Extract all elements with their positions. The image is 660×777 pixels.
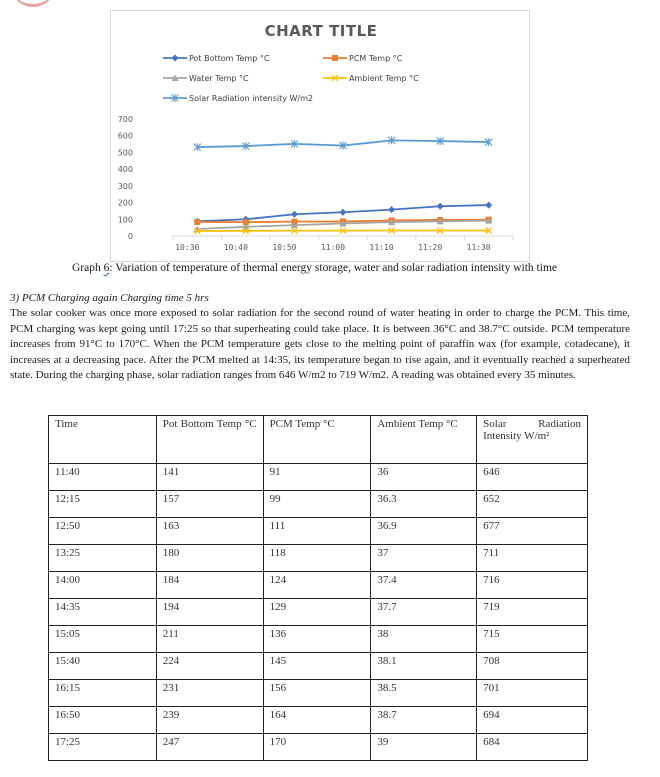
- cell-ambient-temp: 37.4: [371, 572, 477, 599]
- cell-ambient-temp: 38.1: [371, 653, 477, 680]
- x-tick-label: 10:50: [272, 243, 297, 252]
- cell-ambient-temp: 36.9: [371, 518, 477, 545]
- table-row: [49, 680, 588, 707]
- cell-solar-radiation: 694: [477, 707, 588, 734]
- cell-pot-bottom-temp: 211: [156, 626, 263, 653]
- cell-pot-bottom-temp: 180: [156, 545, 263, 572]
- cell-solar-radiation: 677: [477, 518, 588, 545]
- data-point: [194, 219, 200, 225]
- cell-pot-bottom-temp: 194: [156, 599, 263, 626]
- legend-label: Ambient Temp °C: [349, 74, 419, 83]
- y-tick-label: 100: [117, 215, 133, 225]
- table-header-row: [49, 416, 588, 464]
- table-row: [49, 599, 588, 626]
- x-tick-label: 11:30: [466, 243, 491, 252]
- caption-number: 6: [103, 262, 110, 274]
- cell-time: 15:40: [49, 653, 157, 680]
- y-tick-label: 500: [117, 148, 133, 158]
- cell-solar-radiation: 716: [477, 572, 588, 599]
- figure-caption: [72, 262, 557, 274]
- cell-time: 13:25: [49, 545, 157, 572]
- cell-ambient-temp: 37.7: [371, 599, 477, 626]
- x-tick-label: 11:00: [320, 243, 346, 252]
- header-pcm-temp: PCM Temp °C: [263, 416, 371, 464]
- cell-pcm-temp: 136: [263, 626, 371, 653]
- data-point: [291, 211, 298, 218]
- cell-pot-bottom-temp: 163: [156, 518, 263, 545]
- header-time: Time: [49, 416, 157, 464]
- legend-label: Solar Radiation intensity W/m2: [189, 94, 313, 103]
- cell-pcm-temp: 91: [263, 464, 371, 491]
- cell-time: 12:15: [49, 491, 157, 518]
- cell-pcm-temp: 111: [263, 518, 371, 545]
- y-tick-label: 300: [117, 181, 133, 191]
- legend-label: Water Temp °C: [189, 74, 249, 83]
- cell-pot-bottom-temp: 231: [156, 680, 263, 707]
- cell-time: 16:15: [49, 680, 157, 707]
- cell-pcm-temp: 124: [263, 572, 371, 599]
- table-row: [49, 734, 588, 761]
- data-table: [48, 415, 588, 761]
- legend-label: Pot Bottom Temp °C: [189, 54, 270, 63]
- cell-ambient-temp: 38.5: [371, 680, 477, 707]
- cell-solar-radiation: 711: [477, 545, 588, 572]
- cell-ambient-temp: 37: [371, 545, 477, 572]
- data-point: [388, 206, 395, 213]
- line-chart: [110, 10, 530, 262]
- cell-solar-radiation: 701: [477, 680, 588, 707]
- cell-ambient-temp: 36.3: [371, 491, 477, 518]
- table-body: [49, 464, 588, 761]
- table-row: [49, 572, 588, 599]
- body-paragraph: The solar cooker was once more exposed to solar radiation for the second round of water heating in order to charge the PCM. This time, PCM charging was kept going until 17:25 so that superheating could take place. It is between 36°C and 38.7°C outside. PCM temperature increases from 91°C to 170°C. When the PCM temperature gets close to the melting point of paraffin wax (for example, cotadecane), it increases at a decreasing pace. After the PCM melted at 14:35, its temperature began to rise again, and it eventually reached a superheated state. During the charging phase, solar radiation ranges from 646 W/m2 to 719 W/m2. A reading was obtained every 35 minutes.: [10, 307, 630, 382]
- cell-pcm-temp: 156: [263, 680, 371, 707]
- cell-pcm-temp: 164: [263, 707, 371, 734]
- cell-time: 15:05: [49, 626, 157, 653]
- y-tick-label: 200: [117, 198, 133, 208]
- cell-pot-bottom-temp: 184: [156, 572, 263, 599]
- cell-ambient-temp: 39: [371, 734, 477, 761]
- y-tick-label: 700: [117, 115, 133, 124]
- cell-time: 14:00: [49, 572, 157, 599]
- table-row: [49, 626, 588, 653]
- cell-pot-bottom-temp: 247: [156, 734, 263, 761]
- table-row: [49, 518, 588, 545]
- cell-pcm-temp: 99: [263, 491, 371, 518]
- cell-solar-radiation: 652: [477, 491, 588, 518]
- cell-pcm-temp: 145: [263, 653, 371, 680]
- chart-title: CHART TITLE: [264, 22, 378, 40]
- x-tick-label: 11:20: [418, 243, 443, 252]
- table-row: [49, 491, 588, 518]
- cell-pcm-temp: 118: [263, 545, 371, 572]
- legend-label: PCM Temp °C: [349, 54, 403, 63]
- decorative-arc: [10, 0, 56, 7]
- cell-pot-bottom-temp: 141: [156, 464, 263, 491]
- cell-time: 11:40: [49, 464, 157, 491]
- cell-time: 12:50: [49, 518, 157, 545]
- x-tick-label: 11:10: [369, 243, 394, 252]
- caption-text: : Variation of temperature of thermal energy storage, water and solar radiation intensity with time: [109, 262, 557, 274]
- cell-time: 17:25: [49, 734, 157, 761]
- y-tick-label: 600: [117, 131, 133, 141]
- cell-ambient-temp: 38.7: [371, 707, 477, 734]
- header-solar-line1: Solar Radiation: [483, 418, 581, 430]
- cell-time: 14:35: [49, 599, 157, 626]
- cell-solar-radiation: 715: [477, 626, 588, 653]
- caption-prefix: Graph: [72, 262, 104, 274]
- cell-ambient-temp: 38: [371, 626, 477, 653]
- header-pot-bottom-text: Pot Bottom Temp °C: [162, 418, 257, 430]
- cell-pcm-temp: 129: [263, 599, 371, 626]
- section-heading: 3) PCM Charging again Charging time 5 hrs: [10, 292, 209, 304]
- header-solar-line2: Intensity W/m²: [483, 430, 550, 442]
- header-ambient-temp: Ambient Temp °C: [371, 416, 477, 464]
- legend-marker: [172, 55, 179, 62]
- cell-solar-radiation: 708: [477, 653, 588, 680]
- cell-solar-radiation: 646: [477, 464, 588, 491]
- cell-solar-radiation: 719: [477, 599, 588, 626]
- cell-pot-bottom-temp: 224: [156, 653, 263, 680]
- x-tick-label: 10:40: [223, 243, 248, 252]
- y-tick-label: 0: [127, 232, 133, 241]
- legend-marker: [332, 55, 338, 61]
- cell-solar-radiation: 684: [477, 734, 588, 761]
- table-row: [49, 653, 588, 680]
- header-solar-radiation: [477, 416, 588, 464]
- cell-pot-bottom-temp: 157: [156, 491, 263, 518]
- cell-pot-bottom-temp: 239: [156, 707, 263, 734]
- x-tick-label: 10:30: [175, 243, 200, 252]
- cell-pcm-temp: 170: [263, 734, 371, 761]
- cell-time: 16:50: [49, 707, 157, 734]
- data-point: [485, 202, 492, 209]
- data-point: [340, 209, 347, 216]
- cell-ambient-temp: 36: [371, 464, 477, 491]
- table-row: [49, 464, 588, 491]
- y-tick-label: 400: [117, 165, 133, 175]
- header-pot-bottom-temp: [156, 416, 263, 464]
- table-row: [49, 707, 588, 734]
- table-row: [49, 545, 588, 572]
- chart-canvas: [111, 11, 531, 263]
- data-point: [437, 203, 444, 210]
